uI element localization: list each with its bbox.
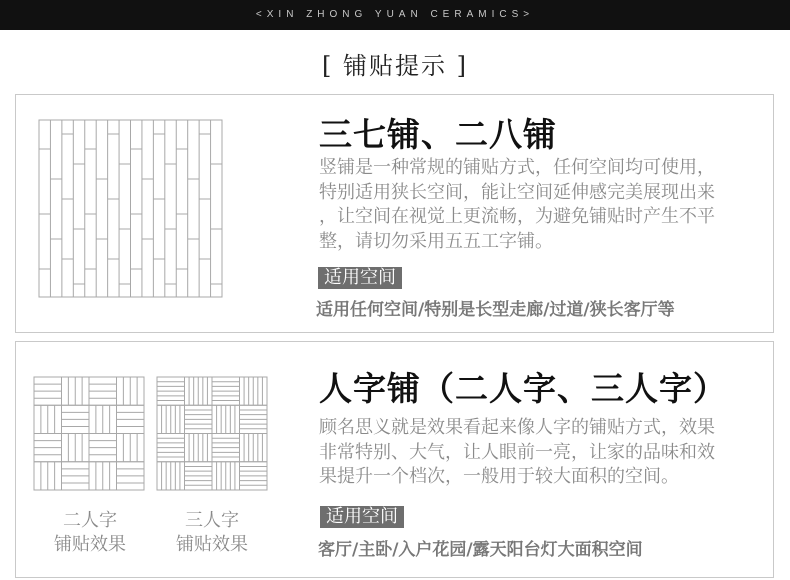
usage-tag: 适用空间 [318,267,402,289]
panel-heading: 人字铺（二人字、三人字） [319,369,727,408]
diagram-caption: 二人字 铺贴效果 [54,510,126,555]
triple-herringbone-diagram [156,376,268,491]
section-title: [ 铺贴提示 ] [322,52,468,80]
panel-description: 竖铺是一种常规的铺贴方式，任何空间均可使用， 特别适用狭长空间，能让空间延伸感完美展现出来 ，让空间在视觉上更流畅，为避免铺贴时产生不平 整，请切勿采用五五工字铺。 [319,157,715,252]
usage-text: 客厅/主卧/入户花园/露天阳台灯大面积空间 [318,540,643,560]
double-herringbone-diagram [33,376,145,491]
panel-description: 顾名思义就是效果看起来像人字的铺贴方式，效果 非常特别、大气，让人眼前一亮，让家的品味和效 果提升一个档次，一般用于较大面积的空间。 [319,417,715,487]
panel-herringbone-layout [15,341,774,578]
panel-heading: 三七铺、二八铺 [319,115,557,154]
diagram-caption: 三人字 铺贴效果 [176,510,248,555]
vertical-plank-diagram [38,119,224,299]
brand-name: <XIN ZHONG YUAN CERAMICS> [255,9,535,20]
usage-text: 适用任何空间/特别是长型走廊/过道/狭长客厅等 [316,300,675,320]
usage-tag: 适用空间 [320,506,404,528]
panel-vertical-layout [15,94,774,333]
